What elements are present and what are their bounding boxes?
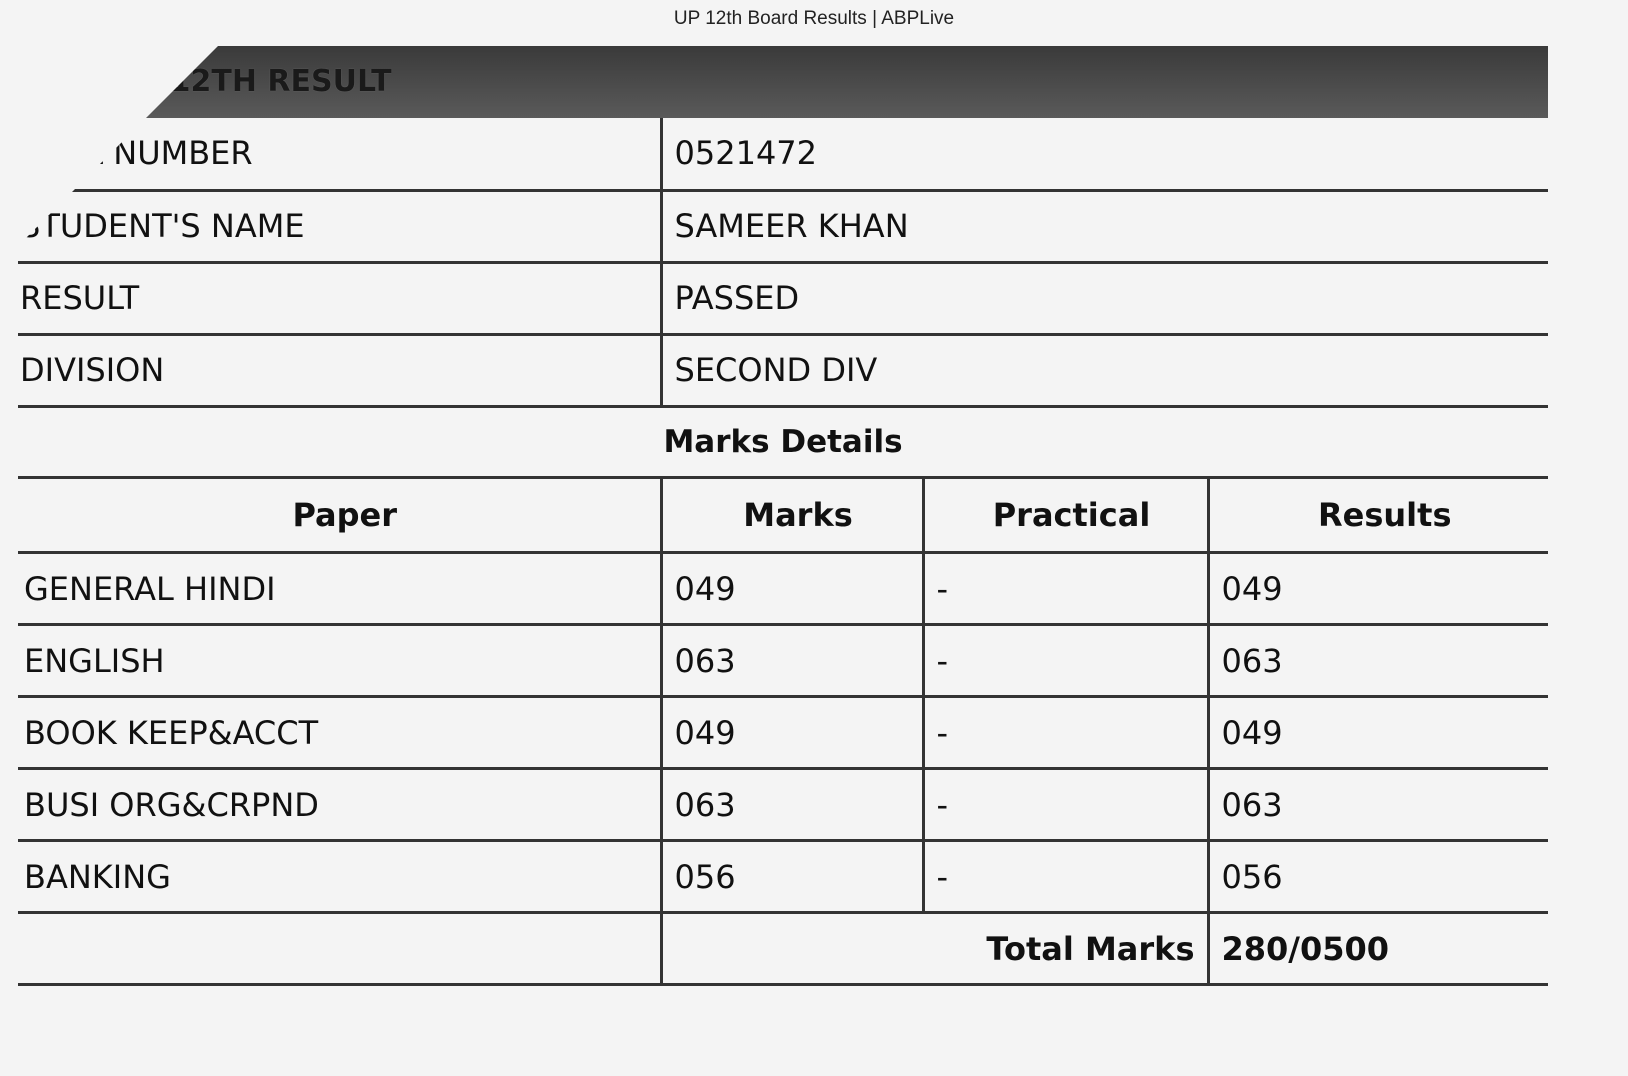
paper-name: ENGLISH: [18, 625, 661, 697]
info-row-roll-number: [18, 118, 1548, 190]
paper-marks: 063: [661, 625, 923, 697]
roll-number-label: ROLL NUMBER: [18, 118, 661, 190]
total-marks-row: [18, 913, 1548, 985]
paper-marks: 063: [661, 769, 923, 841]
result-label: RESULT: [18, 262, 661, 334]
division-label: DIVISION: [18, 334, 661, 406]
paper-name: BOOK KEEP&ACCT: [18, 697, 661, 769]
division-value: SECOND DIV: [661, 334, 1548, 406]
paper-practical: -: [923, 697, 1208, 769]
result-value: PASSED: [661, 262, 1548, 334]
paper-result: 063: [1208, 625, 1548, 697]
paper-result: 056: [1208, 841, 1548, 913]
result-banner: ARD 12TH RESULT: [18, 46, 1548, 118]
paper-name: BANKING: [18, 841, 661, 913]
folded-corner: [18, 46, 218, 246]
paper-result: 063: [1208, 769, 1548, 841]
marks-details-title: Marks Details: [18, 408, 1548, 479]
paper-marks: 056: [661, 841, 923, 913]
paper-name: BUSI ORG&CRPND: [18, 769, 661, 841]
info-row-student-name: [18, 190, 1548, 262]
total-marks-label: Total Marks: [661, 913, 1208, 985]
table-row: [18, 697, 1548, 769]
table-row: [18, 553, 1548, 625]
table-row: [18, 769, 1548, 841]
roll-number-value: 0521472: [661, 118, 1548, 190]
paper-marks: 049: [661, 553, 923, 625]
info-row-division: [18, 334, 1548, 406]
col-header-marks: Marks: [661, 479, 923, 553]
student-name-label: STUDENT'S NAME: [18, 190, 661, 262]
paper-result: 049: [1208, 553, 1548, 625]
paper-marks: 049: [661, 697, 923, 769]
col-header-practical: Practical: [923, 479, 1208, 553]
student-name-value: SAMEER KHAN: [661, 190, 1548, 262]
col-header-results: Results: [1208, 479, 1548, 553]
total-row-spacer: [18, 913, 661, 985]
paper-practical: -: [923, 553, 1208, 625]
paper-result: 049: [1208, 697, 1548, 769]
paper-name: GENERAL HINDI: [18, 553, 661, 625]
table-row: [18, 625, 1548, 697]
paper-practical: -: [923, 625, 1208, 697]
table-row: [18, 841, 1548, 913]
total-marks-value: 280/0500: [1208, 913, 1548, 985]
info-row-result: [18, 262, 1548, 334]
page-header-title: UP 12th Board Results | ABPLive: [673, 8, 955, 29]
paper-practical: -: [923, 841, 1208, 913]
col-header-paper: Paper: [18, 479, 661, 553]
marks-header-row: [18, 479, 1548, 553]
result-sheet: [18, 46, 1548, 986]
paper-practical: -: [923, 769, 1208, 841]
student-info-table: [18, 118, 1548, 408]
marks-table: [18, 479, 1548, 987]
